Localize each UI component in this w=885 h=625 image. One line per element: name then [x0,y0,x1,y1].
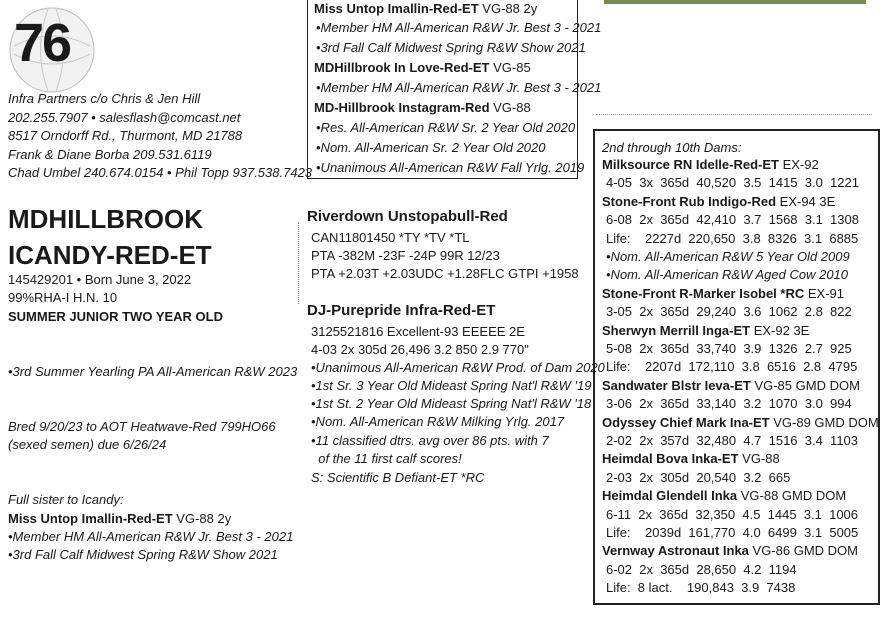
dam-ancestor-record: Life: 2227d 220,650 3.8 8326 3.1 6885 [606,230,859,246]
sister-name: MD-Hillbrook Instagram-Red [314,100,490,115]
sister-note: •3rd Fall Calf Midwest Spring R&W Show 2021 [316,40,586,55]
lot-number: 76 [14,13,71,73]
dam-ancestor-name: Sherwyn Merrill Inga-ET [602,322,751,338]
sire-info: PTA -382M -23F -24P 99R 12/23 [311,248,500,263]
award-note: •3rd Summer Yearling PA All-American R&W 2023 [8,364,298,379]
dam-ancestor-name: Stone-Front R-Marker Isobel *RC [602,285,805,301]
sister-score: VG-85 [489,60,531,75]
dam-ancestor-name: Vernway Astronaut Inka [602,543,749,559]
sister-score: VG-88 [489,100,531,115]
dam-ancestor-line [602,378,860,393]
dam-note: •11 classified dtrs. avg over 86 pts. with 7 [311,433,549,448]
consignor-line: Infra Partners c/o Chris & Jen Hill [8,91,201,106]
dam-ancestor-note: •Nom. All-American R&W Aged Cow 2010 [606,267,849,283]
dam-note: •1st Sr. 3 Year Old Mideast Spring Nat'l R&W '19 [311,378,592,393]
dam-ancestor-line [602,451,780,466]
sister-note: •Res. All-American R&W Sr. 2 Year Old 2020 [316,120,576,135]
dam-ancestor-line [602,488,846,503]
dam-ancestor-name: Heimdal Glendell Inka [602,488,738,504]
dam-ancestor-record: 3-06 2x 365d 33,140 3.2 1070 3.0 994 [606,396,852,412]
dam-ancestor-score: VG-89 GMD DOM [769,414,879,430]
dam-ancestor-score: VG-86 GMD DOM [748,543,858,559]
bred-info: Bred 9/20/23 to AOT Heatwave-Red 799HO66 [8,419,276,434]
dam-ancestor-score: VG-85 GMD DOM [750,377,860,393]
dam-ancestor-line [602,415,879,430]
dam-ancestor-name: Odyssey Chief Mark Ina-ET [602,414,770,430]
dam-ancestor-line [602,323,809,338]
dam-ancestor-record: 5-08 2x 365d 33,740 3.9 1326 2.7 925 [606,341,852,356]
dam-ancestor-score: VG-88 GMD DOM [737,488,847,504]
dams-heading: 2nd through 10th Dams: [602,140,742,155]
sister-name-line [314,99,531,117]
sister-note: •Member HM All-American R&W Jr. Best 3 - 2021 [316,20,602,35]
sister-name: MDHillbrook In Love-Red-ET [314,60,490,75]
dam-ancestor-record: 6-08 2x 365d 42,410 3.7 1568 3.1 1308 [606,212,859,228]
full-sister-name-line [8,510,231,528]
registration-birth: 145429201 • Born June 3, 2022 [8,272,192,287]
consignor-line: Chad Umbel 240.674.0154 • Phil Topp 937.538.7423 [8,165,313,180]
consignor-line: Frank & Diane Borba 209.531.6119 [8,147,212,162]
dam-note: •Unanimous All-American R&W Prod. of Dam 2020 [311,360,605,375]
full-sister-score: VG-88 2y [172,511,232,526]
dam-ancestor-record: 2-03 2x 305d 20,540 3.2 665 [606,469,791,485]
dam-ancestor-record: 6-02 2x 365d 28,650 4.2 1194 [606,561,797,577]
sister-name: Miss Untop Imallin-Red-ET [314,1,479,16]
sire-info: PTA +2.03T +2.03UDC +1.28FLC GTPI +1958 [311,266,579,281]
rha-hn: 99%RHA-I H.N. 10 [8,290,118,305]
dam-ancestor-name: Stone-Front Rub Indigo-Red [602,193,777,209]
dam-info: 3125521816 Excellent-93 EEEEE 2E [311,324,525,339]
dam-ancestor-name: Heimdal Bova Inka-ET [602,451,739,467]
sire-info: CAN11801450 *TY *TV *TL [311,230,470,245]
sister-note: •Nom. All-American Sr. 2 Year Old 2020 [316,140,546,155]
dam-ancestor-line [602,286,844,301]
dam-name: DJ-Purepride Infra-Red-ET [307,302,496,319]
dam-ancestor-line [602,194,835,209]
full-sister-name: Miss Untop Imallin-Red-ET [8,511,173,526]
sister-score: VG-88 2y [478,1,538,16]
dam-ancestor-score: EX-92 3E [750,322,810,338]
dam-ancestor-line [602,157,819,172]
animal-name-line1: MDHILLBROOK [8,204,203,234]
dam-note: •Nom. All-American R&W Milking Yrlg. 2017 [311,414,565,429]
sire-name: Riverdown Unstopabull-Red [307,208,508,225]
dam-ancestor-record: 4-05 3x 365d 40,520 3.5 1415 3.0 1221 [606,175,859,191]
dam-ancestor-record: 2-02 2x 357d 32,480 4.7 1516 3.4 1103 [606,433,859,448]
dam-ancestor-record: 3-05 2x 365d 29,240 3.6 1062 2.8 822 [606,304,852,320]
pedigree-bracket [298,222,299,304]
dam-record: 4-03 2x 305d 26,496 3.2 850 2.9 770" [311,342,529,357]
full-sister-note: •Member HM All-American R&W Jr. Best 3 - 2021 [8,529,294,544]
full-sister-heading: Full sister to Icandy: [8,492,124,507]
dam-ancestor-score: VG-88 [738,451,780,467]
consignor-line: 8517 Orndorff Rd., Thurmont, MD 21788 [8,128,243,143]
sister-name-line [314,0,537,18]
dam-ancestor-name: Milksource RN Idelle-Red-ET [602,157,779,172]
dam-sire: S: Scientific B Defiant-ET *RC [311,470,485,485]
sister-note: •Unanimous All-American R&W Fall Yrlg. 2019 [316,160,585,175]
dam-ancestor-score: EX-91 [804,285,844,301]
show-class: SUMMER JUNIOR TWO YEAR OLD [8,309,223,324]
dam-ancestor-record: Life: 2207d 172,110 3.8 6516 2.8 4795 [606,359,858,375]
bred-info-due: (sexed semen) due 6/26/24 [8,437,167,452]
dam-note: of the 11 first calf scores! [311,451,462,466]
sister-note: •Member HM All-American R&W Jr. Best 3 - 2021 [316,80,602,95]
consignor-line: 202.255.7907 • salesflash@comcast.net [8,110,241,125]
animal-name-line2: ICANDY-RED-ET [8,240,212,270]
dam-note: •1st St. 2 Year Old Mideast Spring Nat'l R&W '18 [311,396,592,411]
dam-ancestor-record: Life: 8 lact. 190,843 3.9 7438 [606,580,796,596]
dam-ancestor-name: Sandwater Blstr Ieva-ET [602,377,751,393]
dam-ancestor-note: •Nom. All-American R&W 5 Year Old 2009 [606,249,850,264]
sister-name-line [314,59,531,77]
photo-edge-strip [604,0,866,4]
dam-ancestor-score: EX-92 [778,157,819,172]
dam-ancestor-record: 6-11 2x 365d 32,350 4.5 1445 3.1 1006 [606,506,859,522]
dam-ancestor-record: Life: 2039d 161,770 4.0 6499 3.1 5005 [606,525,859,540]
full-sister-note: •3rd Fall Calf Midwest Spring R&W Show 2021 [8,547,278,562]
decorative-divider [596,114,872,121]
dam-ancestor-score: EX-94 3E [776,193,836,209]
dam-ancestor-line [602,543,858,558]
